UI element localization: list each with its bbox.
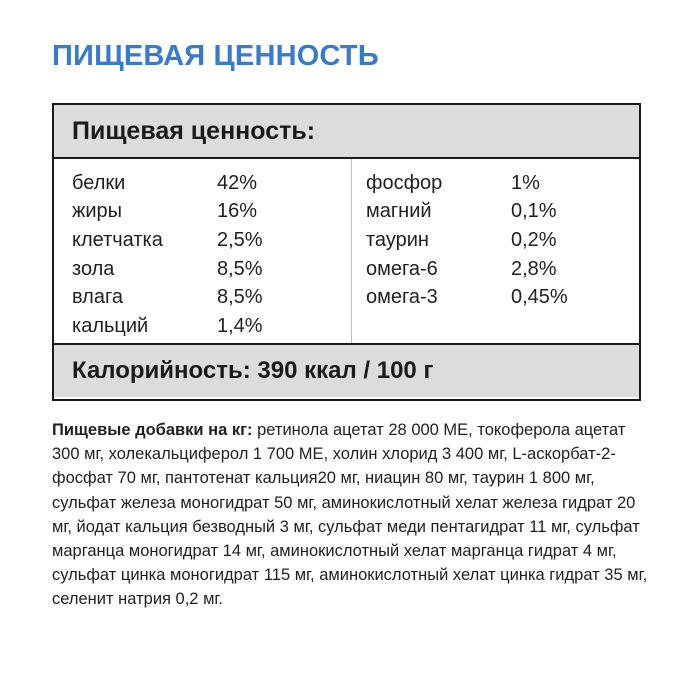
- nutrient-row: [72, 169, 263, 198]
- nutrient-value: 2,8%: [511, 257, 557, 280]
- nutrient-row: [366, 255, 568, 284]
- nutrient-name: зола: [72, 257, 115, 280]
- nutrient-name: кальций: [72, 314, 149, 337]
- nutrient-value: 2,5%: [217, 228, 263, 251]
- nutrient-name: жиры: [72, 200, 123, 223]
- nutrient-value: 42%: [217, 171, 258, 194]
- nutrient-row: [366, 169, 568, 198]
- additives-paragraph: [52, 418, 652, 612]
- page-title: ПИЩЕВАЯ ЦЕННОСТЬ: [52, 40, 379, 72]
- nutrient-name: омега-6: [366, 257, 438, 280]
- nutrient-row: [366, 226, 568, 255]
- nutrient-row: [72, 226, 263, 255]
- nutrient-row: [366, 283, 568, 312]
- nutrient-name: фосфор: [366, 171, 443, 194]
- nutrient-value: 1%: [511, 171, 540, 194]
- table-header: Пищевая ценность:: [54, 105, 639, 159]
- additives-label: Пищевые добавки на кг:: [52, 421, 253, 439]
- nutrient-row: [72, 198, 263, 227]
- table-body: [54, 159, 639, 345]
- nutrient-value: 0,2%: [511, 228, 557, 251]
- nutrient-value: 16%: [217, 200, 258, 223]
- nutrient-row: [72, 255, 263, 284]
- nutrient-value: 8,5%: [217, 257, 263, 280]
- nutrient-value: 0,45%: [511, 286, 568, 309]
- nutrient-name: омега-3: [366, 286, 438, 309]
- right-column: [366, 169, 568, 312]
- calorie-footer: Калорийность: 390 ккал / 100 г: [54, 345, 639, 397]
- nutrition-table: [52, 103, 641, 401]
- nutrient-row: [72, 283, 263, 312]
- additives-text: ретинола ацетат 28 000 МЕ, токоферола ацетат 300 мг, холекальциферол 1 700 МЕ, холин хлорид 3 400 мг, L-аскорбат-2-фосфат 70 мг, пантотенат кальция20 мг, ниацин 80 мг, таурин 1 800 мг, сульфат железа моногидрат 50 мг, аминокислотный хелат железа гидрат 20 мг, йодат кальция безводный 3 мг, сульфат меди пентагидрат 11 мг, сульфат марганца моногидрат 14 мг, аминокислотный хелат марганца гидрат 4 мг, сульфат цинка моногидрат 115 мг, аминокислотный хелат цинка гидрат 35 мг, селенит натрия 0,2 мг.: [52, 421, 648, 609]
- nutrient-name: клетчатка: [72, 228, 163, 251]
- nutrient-row: [366, 198, 568, 227]
- column-divider: [351, 159, 352, 343]
- nutrient-value: 8,5%: [217, 286, 263, 309]
- nutrient-value: 1,4%: [217, 314, 263, 337]
- nutrient-name: магний: [366, 200, 432, 223]
- nutrient-name: влага: [72, 286, 123, 309]
- left-column: [72, 169, 263, 341]
- nutrient-row: [72, 312, 263, 341]
- nutrient-name: таурин: [366, 228, 429, 251]
- nutrient-value: 0,1%: [511, 200, 557, 223]
- nutrient-name: белки: [72, 171, 126, 194]
